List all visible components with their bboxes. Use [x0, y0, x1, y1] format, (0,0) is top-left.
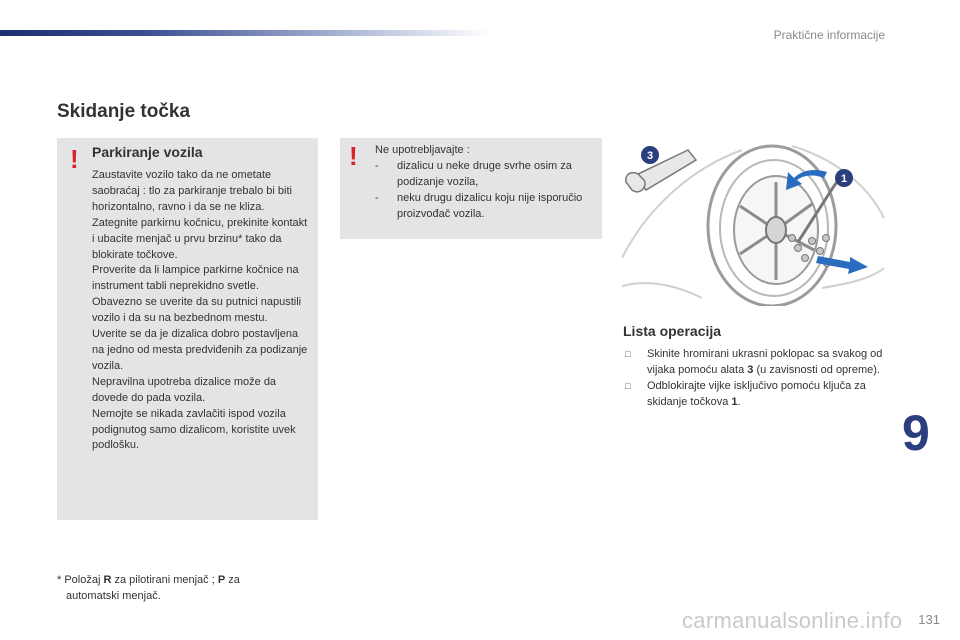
footnote: * Položaj R za pilotirani menjač ; P za automatski menjač.: [57, 574, 240, 602]
parking-paragraph: Nemojte se nikada zavlačiti ispod vozila podignutog samo dizalicom, koristite uvek podlošku.: [92, 407, 296, 452]
parking-paragraph: Uverite se da je dizalica dobro postavljena na jedno od mesta predviđenih za podizanje vozila.: [92, 328, 308, 372]
operation-item: □ Skinite hromirani ukrasni poklopac sa svakog od vijaka pomoću alata 3 (u zavisnosti od opreme).: [625, 348, 883, 376]
operation-item: □ Odblokirajte vijke isključivo pomoću ključa za skidanje točkova 1.: [625, 379, 866, 408]
parking-paragraph: Proverite da li lampice parkirne kočnice na instrument tabli neprekidno svetle.: [92, 264, 299, 293]
callout-1-badge: [835, 169, 853, 187]
tool-reference: 1: [731, 395, 738, 408]
checkbox-bullet-icon: □: [625, 349, 631, 359]
jack-warning-box: [340, 138, 602, 239]
parking-paragraphs: [92, 168, 312, 454]
jack-warning-item: - dizalicu u neke druge svrhe osim za podizanje vozila,: [375, 160, 572, 188]
checkbox-bullet-icon: □: [625, 380, 631, 391]
warning-exclamation-icon: !: [70, 144, 79, 174]
warning-exclamation-icon: !: [349, 141, 358, 171]
jack-warning-intro: Ne upotrebljavajte :: [375, 144, 470, 156]
tool-reference: 3: [747, 363, 754, 376]
parking-heading: Parkiranje vozila: [92, 144, 203, 160]
cap-removal-tool-icon: [626, 150, 696, 192]
watermark: carmanualsonline.info: [682, 608, 903, 633]
header-gradient-bar: [0, 30, 490, 36]
parking-paragraph: Zategnite parkirnu kočnicu, prekinite kontakt i ubacite menjač u prvu brzinu* tako da blokirate točkove.: [92, 216, 308, 261]
chapter-number: 9: [902, 405, 930, 461]
operations-list: [623, 347, 885, 411]
dash-bullet-icon: -: [375, 191, 379, 204]
section-header: Praktične informacije: [773, 28, 885, 42]
svg-text:3: 3: [646, 150, 654, 162]
parking-box: [57, 138, 318, 520]
operations-heading: Lista operacija: [623, 323, 722, 339]
parking-paragraph: Nepravilna upotreba dizalice može da dovede do pada vozila.: [92, 375, 277, 404]
jack-warning-list: [375, 159, 600, 223]
tire-icon: [708, 146, 836, 306]
parking-paragraph: Zaustavite vozilo tako da ne ometate saobraćaj : tlo za parkiranje trebalo bi biti horizontalno, ravno i da se ne kliza.: [92, 169, 292, 213]
parking-paragraph: Obavezno se uverite da su putnici napustili vozilo i da su na bezbednom mestu.: [92, 296, 302, 325]
jack-warning-item: - neku drugu dizalicu koju nije isporučio proizvođač vozila.: [375, 191, 583, 220]
page-title: Skidanje točka: [57, 101, 191, 122]
callout-3-badge: [641, 146, 659, 164]
svg-text:1: 1: [840, 173, 848, 185]
page-number: 131: [918, 612, 940, 627]
wheel-removal-illustration: [622, 138, 886, 306]
dash-bullet-icon: -: [375, 160, 379, 172]
